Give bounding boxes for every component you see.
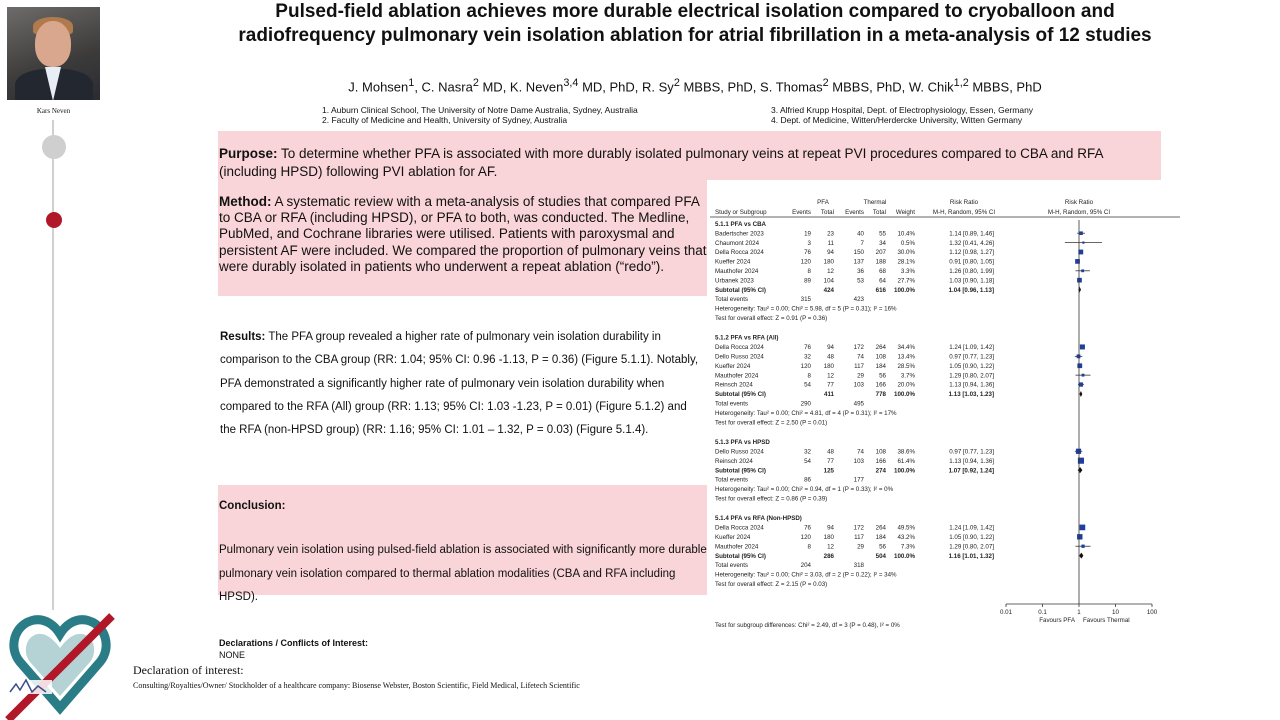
total-events-label: Total events — [715, 476, 749, 484]
thermal-events: 137 — [853, 258, 864, 266]
pfa-events: 32 — [804, 353, 811, 361]
header-pfa: PFA — [817, 199, 829, 206]
subgroup-title: 5.1.4 PFA vs RFA (Non-HPSD) — [715, 515, 802, 523]
declarations-section — [219, 637, 368, 661]
pfa-events: 8 — [807, 543, 811, 551]
thermal-events: 172 — [853, 524, 864, 532]
affiliation-1: 1. Auburn Clinical School, The University of Notre Dame Australia, Sydney, Australia — [322, 105, 638, 115]
study-ci: 1.24 [1.09, 1.42] — [949, 524, 994, 532]
conclusion-text: Pulmonary vein isolation using pulsed-field ablation is associated with significantly more durable pulmonary vein isolation compared to thermal ablation modalities (CBA and RFA including HPSD). — [219, 544, 707, 603]
effect-square — [1077, 534, 1082, 539]
pfa-events: 120 — [800, 534, 811, 542]
thermal-total: 64 — [879, 277, 886, 285]
study-ci: 1.24 [1.09, 1.42] — [949, 344, 994, 352]
effect-square — [1077, 278, 1082, 283]
subtotal-ci: 1.04 [0.96, 1.13] — [948, 286, 994, 294]
thermal-total: 184 — [875, 362, 886, 370]
subtotal-weight: 100.0% — [894, 467, 915, 475]
pfa-events: 54 — [804, 381, 811, 389]
subtotal-label: Subtotal (95% CI) — [715, 286, 766, 294]
effect-square — [1077, 363, 1082, 368]
effect-square — [1076, 449, 1081, 454]
overall-effect-text: Test for overall effect: Z = 2.15 (P = 0.03) — [715, 581, 828, 589]
pfa-total: 180 — [823, 362, 834, 370]
header-study: Study or Subgroup — [715, 209, 767, 216]
pfa-total: 77 — [827, 457, 834, 465]
thermal-total: 108 — [875, 448, 886, 456]
header-thermal: Thermal — [863, 199, 887, 206]
effect-square — [1079, 382, 1083, 386]
study-name: Urbanek 2023 — [715, 277, 754, 285]
heterogeneity-text: Heterogeneity: Tau² = 0.00; Chi² = 3.03, df = 2 (P = 0.22); I² = 34% — [715, 571, 897, 579]
portrait-caption: Kars Neven — [36, 107, 71, 115]
thermal-total: 264 — [875, 344, 886, 352]
total-events-label: Total events — [715, 562, 749, 570]
author-line: J. Mohsen$^1$, C. Nasra$^2$ MD, K. Neven$^{3,4}$ MD, PhD, R. Sy$^2$ MBBS, PhD, S. Thomas$^2$ MBBS, PhD, W. Chik$^{1,2}$ MBBS, PhD — [348, 77, 1042, 95]
subtotal-weight: 100.0% — [894, 552, 915, 560]
subtotal-thermal-total: 616 — [875, 286, 886, 294]
study-ci: 1.12 [0.98, 1.27] — [949, 249, 994, 257]
overall-effect-text: Test for overall effect: Z = 0.86 (P = 0.39) — [715, 495, 828, 503]
pfa-total: 11 — [827, 239, 834, 247]
purpose-section — [218, 131, 1161, 180]
conclusion-section — [218, 485, 707, 603]
thermal-total: 34 — [879, 239, 886, 247]
total-events-label: Total events — [715, 400, 749, 408]
study-weight: 27.7% — [897, 277, 915, 285]
total-events-thermal: 177 — [853, 476, 864, 484]
subtotal-thermal-total: 504 — [875, 552, 886, 560]
thermal-events: 7 — [860, 239, 864, 247]
study-ci: 1.29 [0.80, 2.07] — [949, 372, 994, 380]
results-text: The PFA group revealed a higher rate of pulmonary vein isolation durability in comparison to the CBA group (RR: 1.04; 95% CI: 0.96 -1.13, P = 0.36) (Figure 5.1.1). Notably, PFA demonstrated a significantly higher rate of pulmonary vein isolation durability when compared to the RFA (All) group (RR: 1.13; 95% CI: 1.03 -1.23, P = 0.01) (Figure 5.1.2) and the RFA (non-HPSD group) (RR: 1.16; 95% CI: 1.01 – 1.32, P = 0.03) (Figure 5.1.4). — [220, 331, 699, 437]
study-ci: 1.13 [0.94, 1.36] — [949, 381, 994, 389]
effect-square — [1080, 525, 1086, 531]
affiliation-3: 3. Alfried Krupp Hospital, Dept. of Electrophysiology, Essen, Germany — [771, 105, 1034, 115]
thermal-total: 55 — [879, 230, 886, 238]
interest-text: Consulting/Royalties/Owner/ Stockholder of a healthcare company: Biosense Webster, Boston Scientific, Field Medical, Lifetech Scientific — [133, 681, 580, 690]
timeline-line — [52, 120, 54, 610]
study-weight: 61.4% — [897, 457, 915, 465]
effect-square — [1081, 545, 1084, 548]
header-method-plot: M-H, Random, 95% CI — [1047, 209, 1111, 216]
conclusion-label: Conclusion: — [219, 500, 286, 512]
total-events-pfa: 290 — [800, 400, 811, 408]
thermal-events: 53 — [857, 277, 864, 285]
pfa-events: 8 — [807, 268, 811, 275]
study-name: Dello Russo 2024 — [715, 448, 764, 456]
header-pfa-total: Total — [820, 209, 834, 216]
thermal-events: 103 — [853, 381, 864, 389]
pfa-events: 76 — [804, 524, 811, 532]
subtotal-pfa-total: 424 — [823, 286, 834, 294]
total-events-thermal: 495 — [853, 400, 864, 408]
header-thermal-total: Total — [872, 209, 886, 216]
interest-heading: Declaration of interest: — [133, 663, 244, 677]
thermal-total: 56 — [879, 372, 886, 380]
study-weight: 10.4% — [897, 230, 915, 238]
x-tick-label: 10 — [1112, 609, 1119, 616]
pfa-total: 94 — [827, 524, 834, 532]
effect-square — [1082, 242, 1084, 244]
affiliation-4: 4. Dept. of Medicine, Witten/Herdercke University, Witten Germany — [771, 115, 1023, 125]
pfa-events: 76 — [804, 344, 811, 352]
study-name: Kueffer 2024 — [715, 362, 751, 370]
study-weight: 3.3% — [900, 268, 915, 275]
pfa-events: 54 — [804, 457, 811, 465]
effect-square — [1077, 354, 1081, 358]
thermal-events: 36 — [857, 268, 864, 275]
study-name: Dello Russo 2024 — [715, 353, 764, 361]
declarations-value: NONE — [219, 650, 246, 660]
heterogeneity-text: Heterogeneity: Tau² = 0.00; Chi² = 4.81, df = 4 (P = 0.31); I² = 17% — [715, 409, 897, 417]
results-section — [220, 326, 704, 442]
study-ci: 1.26 [0.80, 1.99] — [949, 268, 994, 275]
study-weight: 7.3% — [900, 543, 915, 551]
thermal-total: 264 — [875, 524, 886, 532]
timeline-dot-grey — [42, 135, 66, 159]
thermal-events: 117 — [854, 534, 864, 542]
thermal-events: 29 — [857, 543, 864, 551]
pfa-events: 120 — [800, 258, 811, 266]
total-events-label: Total events — [715, 296, 749, 304]
thermal-events: 172 — [853, 344, 864, 352]
thermal-total: 184 — [875, 534, 886, 542]
subtotal-diamond — [1078, 467, 1083, 473]
thermal-total: 108 — [875, 353, 886, 361]
purpose-label: Purpose: — [219, 146, 278, 161]
study-name: Reinsch 2024 — [715, 381, 753, 389]
thermal-total: 68 — [879, 268, 886, 275]
subtotal-thermal-total: 778 — [875, 391, 886, 399]
study-name: Mauthofer 2024 — [715, 268, 759, 275]
subtotal-label: Subtotal (95% CI) — [715, 467, 766, 475]
pfa-total: 94 — [827, 249, 834, 257]
affiliations-right — [771, 105, 1033, 125]
header-weight: Weight — [895, 209, 915, 216]
total-events-pfa: 315 — [800, 296, 811, 304]
pfa-total: 23 — [827, 230, 834, 238]
thermal-total: 207 — [875, 249, 886, 257]
thermal-events: 29 — [857, 372, 864, 380]
study-name: Chaumont 2024 — [715, 239, 760, 247]
thermal-events: 103 — [853, 457, 864, 465]
study-weight: 34.4% — [897, 344, 915, 352]
subtotal-ci: 1.07 [0.92, 1.24] — [948, 467, 994, 475]
header-risk-ratio-plot: Risk Ratio — [1064, 199, 1094, 206]
study-name: Della Rocca 2024 — [715, 249, 764, 257]
method-text: A systematic review with a meta-analysis of studies that compared PFA to CBA or RFA (including HPSD), or PFA to both, was conducted. The Medline, PubMed, and Cochrane libraries were utilised. Patients with paroxysmal and persistent AF were included. We compared the proportion of pulmonary veins that were durably isolated in patients who underwent a repeat ablation (“redo”). — [219, 194, 707, 274]
study-weight: 13.4% — [897, 353, 915, 361]
subtotal-weight: 100.0% — [894, 286, 915, 294]
header-risk-ratio: Risk Ratio — [949, 199, 979, 206]
thermal-events: 150 — [853, 249, 864, 257]
study-weight: 38.6% — [897, 448, 915, 456]
favours-pfa-label: Favours PFA — [1039, 617, 1075, 624]
pfa-total: 180 — [823, 534, 834, 542]
subtotal-pfa-total: 125 — [823, 467, 834, 475]
x-tick-label: 0.01 — [999, 609, 1013, 616]
thermal-events: 74 — [857, 353, 864, 361]
pfa-events: 89 — [804, 277, 811, 285]
subtotal-ci: 1.16 [1.01, 1.32] — [948, 552, 994, 560]
subgroup-title: 5.1.3 PFA vs HPSD — [715, 439, 770, 447]
pfa-total: 180 — [823, 258, 834, 266]
study-ci: 1.14 [0.89, 1.46] — [949, 230, 994, 238]
study-weight: 49.5% — [897, 524, 915, 532]
pfa-events: 3 — [807, 239, 811, 247]
study-ci: 1.05 [0.90, 1.22] — [949, 362, 994, 370]
study-ci: 1.13 [0.94, 1.36] — [949, 457, 994, 465]
subgroup-title: 5.1.1 PFA vs CBA — [715, 221, 767, 228]
total-events-thermal: 423 — [853, 296, 864, 304]
overall-effect-text: Test for overall effect: Z = 0.91 (P = 0.36) — [715, 315, 828, 322]
study-weight: 0.5% — [900, 239, 915, 247]
pfa-total: 77 — [827, 381, 834, 389]
pfa-total: 94 — [827, 344, 834, 352]
effect-square — [1079, 231, 1083, 235]
overall-effect-text: Test for overall effect: Z = 2.50 (P = 0.01) — [715, 419, 828, 427]
thermal-total: 188 — [875, 258, 886, 266]
header-pfa-events: Events — [792, 209, 811, 216]
poster-title: Pulsed-field ablation achieves more durable electrical isolation compared to cryoballoon and radiofrequency pulmonary vein isolation ablation for atrial fibrillation in a meta-analysis of 12 studies — [238, 1, 1152, 46]
timeline-dot-red — [46, 212, 62, 228]
study-name: Mauthofer 2024 — [715, 372, 759, 380]
thermal-events: 40 — [857, 230, 864, 238]
study-name: Della Rocca 2024 — [715, 524, 764, 532]
subtotal-label: Subtotal (95% CI) — [715, 391, 766, 399]
total-events-pfa: 204 — [800, 562, 811, 570]
results-label: Results: — [220, 331, 266, 343]
study-weight: 43.2% — [897, 534, 915, 542]
subgroup-title: 5.1.2 PFA vs RFA (All) — [715, 334, 779, 342]
thermal-total: 166 — [875, 381, 886, 389]
header-method: M-H, Random, 95% CI — [932, 209, 996, 216]
pfa-total: 12 — [827, 543, 834, 551]
pfa-events: 19 — [804, 230, 811, 238]
study-ci: 1.03 [0.90, 1.18] — [949, 277, 994, 285]
declarations-label: Declarations / Conflicts of Interest: — [219, 638, 369, 648]
thermal-total: 166 — [875, 457, 886, 465]
subtotal-ci: 1.13 [1.03, 1.23] — [948, 391, 994, 399]
pfa-events: 76 — [804, 249, 811, 257]
pfa-events: 8 — [807, 372, 811, 380]
study-ci: 0.91 [0.80, 1.05] — [949, 258, 994, 266]
study-name: Mauthofer 2024 — [715, 543, 759, 551]
study-name: Della Rocca 2024 — [715, 344, 764, 352]
author-portrait — [7, 7, 100, 100]
pfa-events: 120 — [800, 362, 811, 370]
study-ci: 1.32 [0.41, 4.26] — [949, 239, 994, 247]
heart-logo — [0, 600, 120, 720]
study-ci: 1.05 [0.90, 1.22] — [949, 534, 994, 542]
pfa-total: 48 — [827, 448, 834, 456]
subtotal-thermal-total: 274 — [875, 467, 886, 475]
subtotal-diamond — [1079, 391, 1082, 397]
x-tick-label: 1 — [1077, 609, 1081, 616]
study-weight: 30.0% — [897, 249, 915, 257]
subtotal-diamond — [1079, 553, 1083, 559]
heterogeneity-text: Heterogeneity: Tau² = 0.00; Chi² = 0.94, df = 1 (P = 0.33); I² = 0% — [715, 486, 894, 494]
pfa-total: 12 — [827, 268, 834, 275]
total-events-pfa: 86 — [804, 476, 811, 484]
study-weight: 3.7% — [900, 372, 915, 380]
effect-square — [1082, 374, 1085, 377]
study-name: Badertscher 2023 — [715, 230, 764, 238]
thermal-events: 117 — [854, 362, 864, 370]
subgroup-differences-text: Test for subgroup differences: Chi² = 2.49, df = 3 (P = 0.48), I² = 0% — [715, 622, 900, 629]
study-name: Reinsch 2024 — [715, 457, 753, 465]
study-weight: 20.0% — [897, 381, 915, 389]
interest-section — [133, 663, 580, 690]
subtotal-label: Subtotal (95% CI) — [715, 552, 766, 560]
study-ci: 0.97 [0.77, 1.23] — [949, 353, 994, 361]
total-events-thermal: 318 — [853, 562, 864, 570]
x-tick-label: 0.1 — [1038, 609, 1047, 616]
forest-plot — [710, 180, 1180, 630]
affiliation-2: 2. Faculty of Medicine and Health, University of Sydney, Australia — [322, 115, 568, 125]
thermal-events: 74 — [857, 448, 864, 456]
thermal-total: 56 — [879, 543, 886, 551]
pfa-events: 32 — [804, 448, 811, 456]
pfa-total: 12 — [827, 372, 834, 380]
study-weight: 28.5% — [897, 362, 915, 370]
x-tick-label: 100 — [1146, 609, 1158, 616]
study-weight: 28.1% — [897, 258, 915, 266]
subtotal-weight: 100.0% — [894, 391, 915, 399]
heterogeneity-text: Heterogeneity: Tau² = 0.00; Chi² = 5.98, df = 5 (P = 0.31); I² = 16% — [715, 305, 897, 313]
pfa-total: 104 — [823, 277, 834, 285]
affiliations-left — [322, 105, 638, 125]
purpose-text: To determine whether PFA is associated with more durably isolated pulmonary veins at repeat PVI procedures compared to CBA and RFA (including HPSD) following PVI ablation for AF. — [219, 146, 1103, 179]
pfa-total: 48 — [827, 353, 834, 361]
header-thermal-events: Events — [845, 209, 864, 216]
method-section — [218, 180, 707, 296]
study-ci: 1.29 [0.80, 2.07] — [949, 543, 994, 551]
effect-square — [1081, 269, 1084, 272]
subtotal-pfa-total: 286 — [823, 552, 834, 560]
study-name: Kueffer 2024 — [715, 534, 751, 542]
study-name: Kueffer 2024 — [715, 258, 751, 266]
subtotal-pfa-total: 411 — [824, 391, 834, 399]
favours-thermal-label: Favours Thermal — [1083, 617, 1130, 624]
effect-square — [1080, 344, 1085, 349]
study-ci: 0.97 [0.77, 1.23] — [949, 448, 994, 456]
method-label: Method: — [219, 194, 272, 209]
